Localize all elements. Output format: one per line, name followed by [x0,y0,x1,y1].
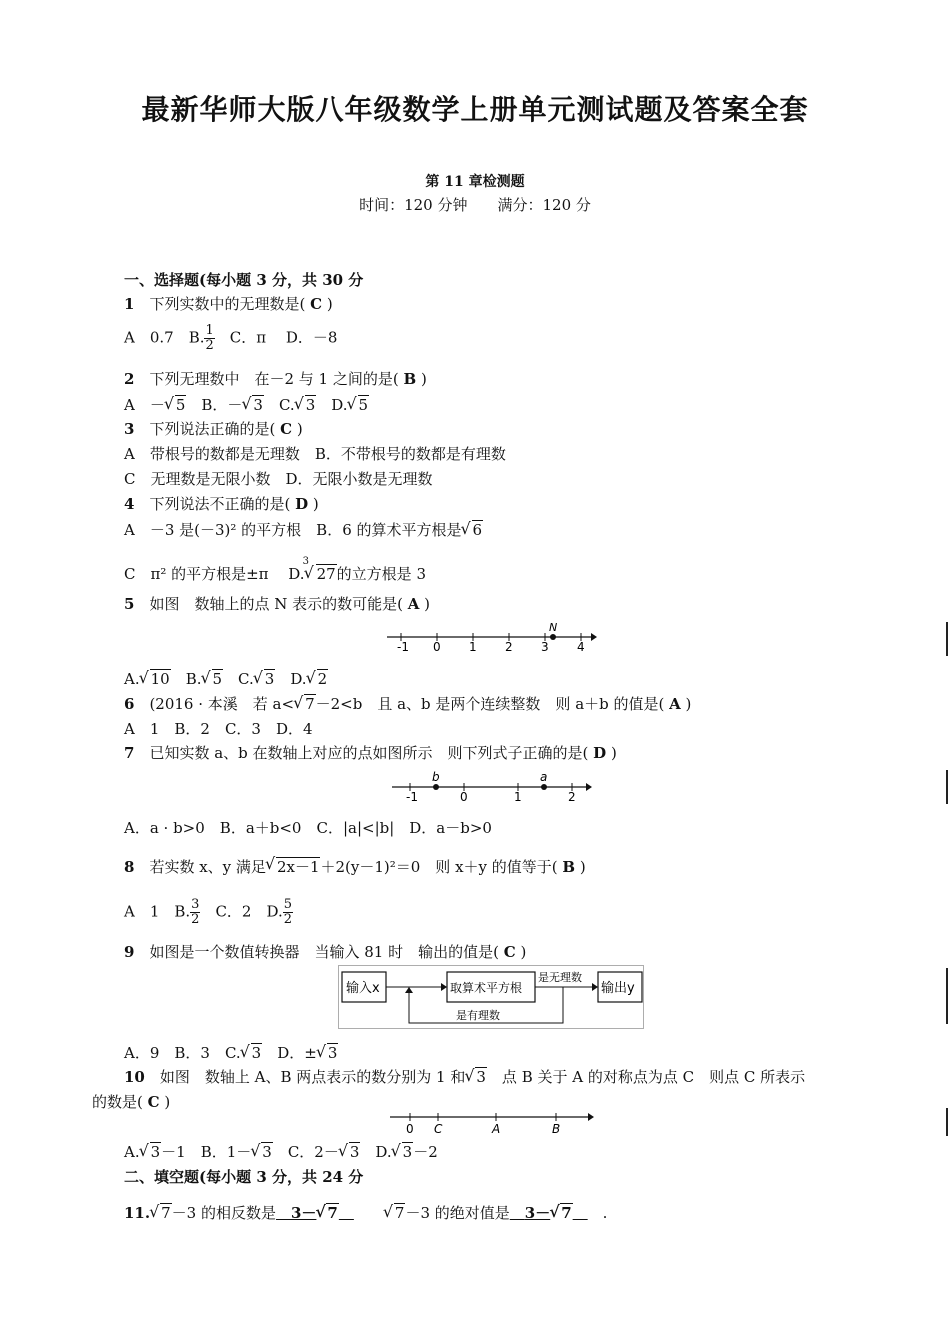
axis-tick-label: 2 [505,640,513,654]
question-4: 4 下列说法不正确的是( D ) [124,495,319,513]
point-b-marker [433,784,439,790]
question-6: 6 (2016 · 本溪 若 a<√ 7－2<b 且 a、b 是两个连续整数 则 a＋b 的值是( A ) [124,693,691,714]
axis-tick-label: 2 [568,790,576,804]
question-3-options-ab: A 带根号的数都是无理数 B．不带根号的数都是有理数 [124,445,506,463]
question-1: 1 下列实数中的无理数是( C ) [124,295,333,313]
question-3-options-cd: C 无理数是无限小数 D．无限小数是无理数 [124,470,433,488]
converter-diagram [338,965,644,1029]
question-1-options: A 0.7 B. $\frac{1}{2}$ C．π D．－8 [124,323,338,353]
question-10-options: A.√ 3－1 B．1－√ 3 C．2－√ 3 D.√ 3－2 [124,1141,438,1162]
point-n-label: N [549,621,558,634]
sqrt-box-label: 取算术平方根 [450,981,523,995]
point-n-marker [550,634,556,640]
axis-tick-label: C [434,1122,443,1136]
output-box-label: 输出y [601,981,635,996]
axis-tick-label: 1 [469,640,477,654]
question-3: 3 下列说法正确的是( C ) [124,420,303,438]
axis-tick-label: 0 [406,1122,414,1136]
axis-tick-label: 3 [541,640,549,654]
page-edge-mark [946,1108,948,1136]
chapter-heading: 第 11 章检测题 [425,174,525,190]
question-2: 2 下列无理数中 在－2 与 1 之间的是( B ) [124,370,427,388]
exam-info: 时间：120 分钟 满分：120 分 [359,196,591,214]
question-9-options: A．9 B．3 C.√ 3 D．±√ 3 [124,1042,338,1063]
input-box-label: 输入x [346,981,380,996]
section-fill-heading: 二、填空题(每小题 3 分，共 24 分 [124,1168,364,1186]
question-8: 8 若实数 x、y 满足√ 2x－1＋2(y－1)²＝0 则 x＋y 的值等于( B ) [124,856,586,877]
axis-tick-label: 0 [433,640,441,654]
axis-tick-label: 1 [514,790,522,804]
page-edge-mark [946,968,948,1024]
axis-tick-label: 4 [577,640,585,654]
question-7: 7 已知实数 a、b 在数轴上对应的点如图所示 则下列式子正确的是( D ) [124,744,617,762]
question-2-options: A －√ 5 B．－√ 3 C.√ 3 D.√ 5 [124,394,369,415]
question-7-options: A．a · b>0 B．a＋b<0 C．|a|<|b| D．a－b>0 [124,819,492,837]
point-a-label: a [540,770,548,784]
point-b-label: b [432,770,440,784]
axis-tick-label: B [552,1122,561,1136]
section-choice-heading: 一、选择题(每小题 3 分，共 30 分 [124,271,364,289]
page-edge-mark [946,770,948,804]
axis-tick-label: -1 [397,640,409,654]
page-edge-mark [946,622,948,656]
axis-tick-label: 0 [460,790,468,804]
question-4-options-cd: C π² 的平方根是±π D. √ 3 27的立方根是 3 [124,563,426,584]
axis-tick-label: A [492,1122,501,1136]
question-5-options: A.√ 10 B.√ 5 C.√ 3 D.√ 2 [124,668,328,689]
question-6-options: A 1 B．2 C．3 D．4 [124,720,313,738]
question-10: 10 如图 数轴上 A、B 两点表示的数分别为 1 和√ 3 点 B 关于 A 的对称点为点 C 则点 C 所表示 [124,1066,805,1087]
question-11: 11.√ 7－3 的相反数是 3－√ 7 √ 7－3 的绝对值是 3－√ 7 . [124,1202,607,1223]
question-4-options-ab: A －3 是(－3)² 的平方根 B．6 的算术平方根是√ 6 [124,519,483,540]
question-10-cont: 的数是( C ) [92,1093,171,1111]
number-line-q10 [388,1112,594,1138]
question-8-options: A 1 B. $\frac{3}{2}$ C．2 D. $\frac{5}{2}$ [124,897,293,927]
point-a-marker [541,784,547,790]
fraction-one-half: $\frac{1}{2}$ [205,323,214,353]
number-line-q7 [390,770,592,804]
question-5: 5 如图 数轴上的点 N 表示的数可能是( A ) [124,595,431,613]
question-9: 9 如图是一个数值转换器 当输入 81 时 输出的值是( C ) [124,943,527,961]
axis-tick-label: -1 [406,790,418,804]
number-line-q5 [385,620,597,654]
document-title: 最新华师大版八年级数学上册单元测试题及答案全套 [141,93,809,126]
irrational-label: 是无理数 [538,971,582,984]
rational-label: 是有理数 [456,1009,500,1022]
